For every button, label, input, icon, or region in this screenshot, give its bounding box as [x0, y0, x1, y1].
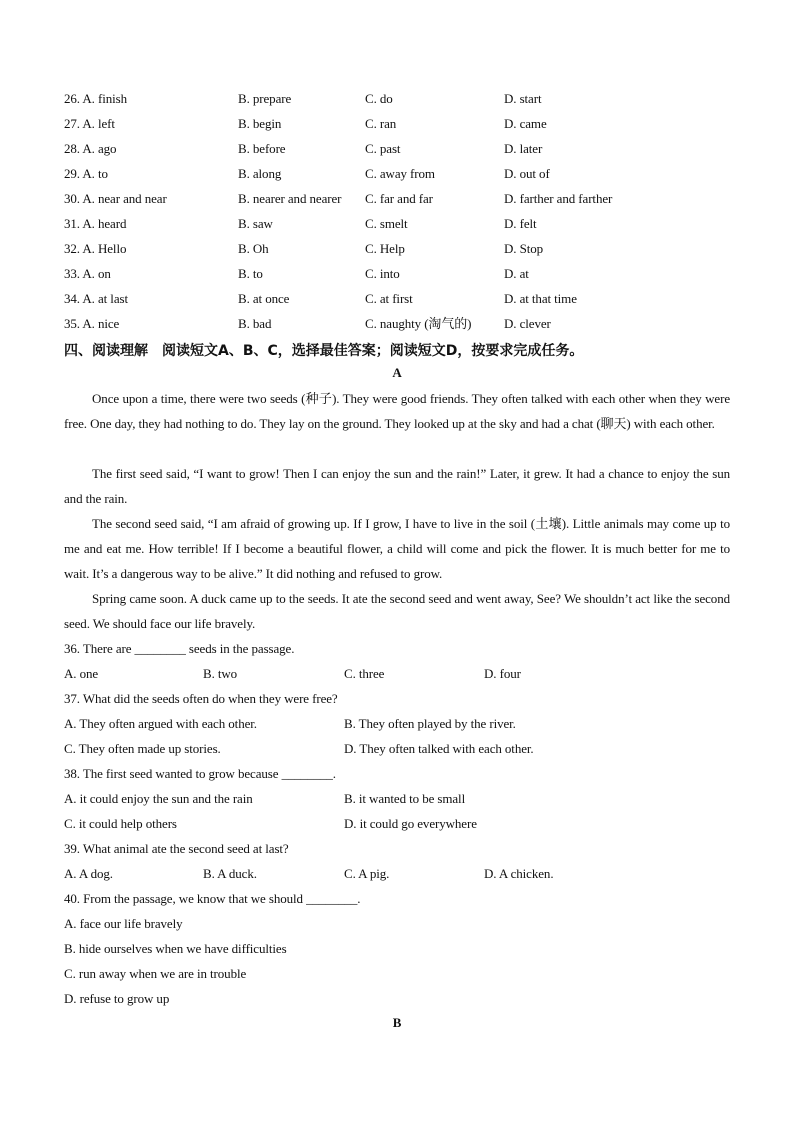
option-b: B. begin [238, 116, 282, 131]
question-38-stem: 38. The first seed wanted to grow because ________. [64, 766, 336, 781]
question-40-stem: 40. From the passage, we know that we should ________. [64, 891, 361, 906]
question-40-option-a: A. face our life bravely [64, 916, 183, 931]
option-a: 32. A. Hello [64, 241, 127, 256]
option-a: 30. A. near and near [64, 191, 167, 206]
option-c: C. into [365, 266, 400, 281]
option-d: D. at [504, 266, 529, 281]
question-40-option-b: B. hide ourselves when we have difficulties [64, 941, 287, 956]
option-b: B. saw [238, 216, 273, 231]
option-c: C. naughty (淘气的) [365, 316, 472, 331]
option-a: 33. A. on [64, 266, 111, 281]
question-40-option-d: D. refuse to grow up [64, 991, 170, 1006]
option-d: D. came [504, 116, 547, 131]
question-39-stem: 39. What animal ate the second seed at last? [64, 841, 289, 856]
passage-a-paragraph-2: The first seed said, “I want to grow! Then I can enjoy the sun and the rain!” Later, it grew. It had a chance to enjoy the sun and the rain. [64, 466, 730, 506]
option-d: D. farther and farther [504, 191, 613, 206]
passage-a-paragraph-1: Once upon a time, there were two seeds (种子). They were good friends. They often talked with each other when they were free. One day, they had nothing to do. They lay on the ground. They looked up at the sky and had a chat (聊天) with each other. [64, 391, 730, 431]
option-a: 27. A. left [64, 116, 115, 131]
option-c: C. do [365, 91, 393, 106]
question-36-option-d: D. four [484, 666, 521, 681]
question-39-option-c: C. A pig. [344, 866, 390, 881]
option-a: 35. A. nice [64, 316, 120, 331]
option-d: D. felt [504, 216, 537, 231]
question-37-option-d: D. They often talked with each other. [344, 741, 534, 756]
section-heading: 四、阅读理解 阅读短文A、B、C，选择最佳答案；阅读短文D，按要求完成任务。 [64, 343, 584, 359]
option-c: C. past [365, 141, 401, 156]
option-c: C. far and far [365, 191, 433, 206]
option-b: B. bad [238, 316, 272, 331]
option-d: D. out of [504, 166, 550, 181]
option-a: 26. A. finish [64, 91, 127, 106]
option-d: D. Stop [504, 241, 544, 256]
question-37-option-a: A. They often argued with each other. [64, 716, 257, 731]
option-b: B. Oh [238, 241, 269, 256]
question-36-stem: 36. There are ________ seeds in the passage. [64, 641, 295, 656]
option-c: C. smelt [365, 216, 408, 231]
question-36-option-b: B. two [203, 666, 238, 681]
option-c: C. ran [365, 116, 397, 131]
passage-b-label: B [392, 1015, 402, 1030]
question-36-option-c: C. three [344, 666, 385, 681]
passage-a-paragraph-4: Spring came soon. A duck came up to the seeds. It ate the second seed and went away, See? We shouldn’t act like the second seed. We should face our life bravely. [64, 591, 730, 631]
question-38-option-c: C. it could help others [64, 816, 177, 831]
option-b: B. nearer and nearer [238, 191, 342, 206]
option-b: B. along [238, 166, 282, 181]
question-39-option-b: B. A duck. [203, 866, 257, 881]
option-c: C. away from [365, 166, 435, 181]
question-38-option-b: B. it wanted to be small [344, 791, 466, 806]
question-36-option-a: A. one [64, 666, 99, 681]
question-40-option-c: C. run away when we are in trouble [64, 966, 247, 981]
question-38-option-a: A. it could enjoy the sun and the rain [64, 791, 253, 806]
passage-a-label: A [392, 365, 402, 380]
option-c: C. Help [365, 241, 405, 256]
option-b: B. before [238, 141, 286, 156]
option-b: B. prepare [238, 91, 292, 106]
option-b: B. to [238, 266, 263, 281]
passage-a-paragraph-3: The second seed said, “I am afraid of growing up. If I grow, I have to live in the soil (土壤). Little animals may come up to me and eat me. How terrible! If I become a beautiful flower, a child will come and pick the flower. It is much better for me to wait. It’s a dangerous way to be alive.” It did nothing and refused to grow. [64, 516, 730, 581]
question-37-option-c: C. They often made up stories. [64, 741, 221, 756]
question-39-option-d: D. A chicken. [484, 866, 554, 881]
option-a: 34. A. at last [64, 291, 128, 306]
option-a: 31. A. heard [64, 216, 127, 231]
question-37-option-b: B. They often played by the river. [344, 716, 516, 731]
option-a: 28. A. ago [64, 141, 117, 156]
option-c: C. at first [365, 291, 413, 306]
option-d: D. clever [504, 316, 551, 331]
option-a: 29. A. to [64, 166, 108, 181]
question-38-option-d: D. it could go everywhere [344, 816, 477, 831]
option-b: B. at once [238, 291, 290, 306]
option-d: D. start [504, 91, 542, 106]
question-37-stem: 37. What did the seeds often do when they were free? [64, 691, 338, 706]
option-d: D. at that time [504, 291, 577, 306]
question-39-option-a: A. A dog. [64, 866, 113, 881]
option-d: D. later [504, 141, 543, 156]
